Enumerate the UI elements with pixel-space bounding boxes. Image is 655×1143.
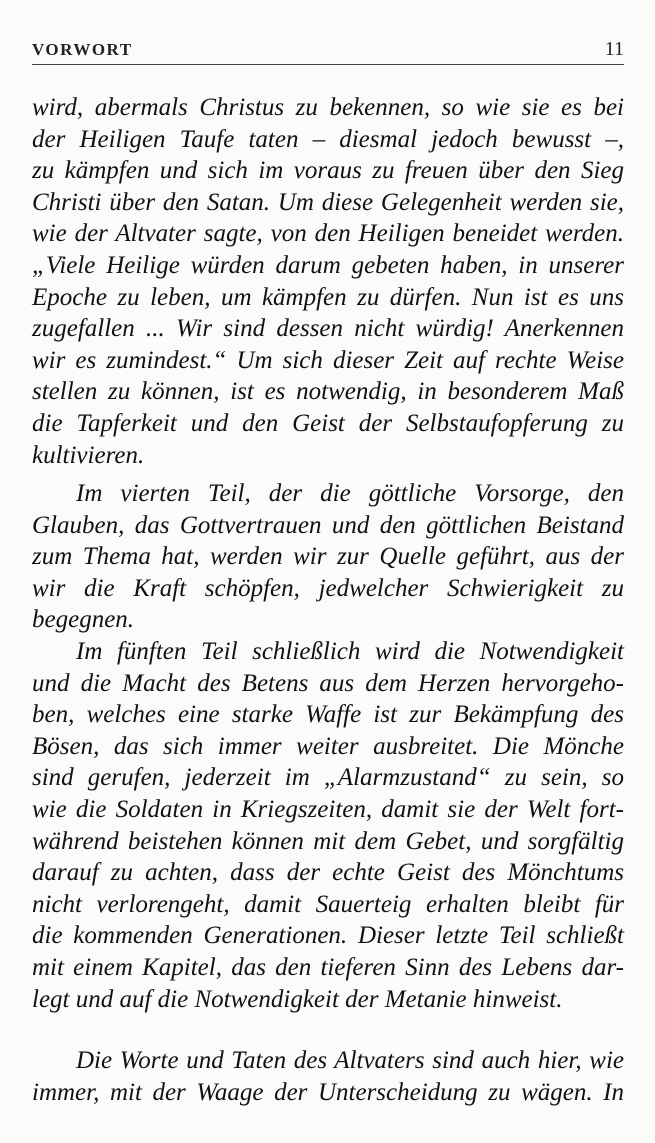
text-line: die Tapferkeit und den Geist der Selbstaufopferung zu [32, 409, 624, 437]
text-line: wird, abermals Christus zu bekennen, so wie sie es bei [32, 94, 624, 121]
text-line: Im vierten Teil, der die göttliche Vorsorge, den [76, 480, 624, 507]
running-header [32, 38, 624, 65]
page-number: 11 [604, 38, 624, 60]
text-line: während beistehen können mit dem Gebet, und sorgfältig [32, 827, 624, 855]
text-line: Glauben, das Gottvertrauen und den göttlichen Beistand [32, 511, 624, 539]
text-line: sind gerufen, jederzeit im „Alarmzustand“ zu sein, so [32, 764, 624, 792]
text-line: wie der Altvater sagte, von den Heiligen beneidet werden. [32, 220, 624, 248]
text-line: immer, mit der Waage der Unterscheidung zu wägen. In [32, 1078, 624, 1106]
text-line: wir die Kraft schöpfen, jedwelcher Schwierigkeit zu [32, 574, 624, 602]
paragraph [32, 1045, 624, 1108]
text-line: die kommenden Generationen. Dieser letzte Teil schließt [32, 922, 624, 950]
text-line: Bösen, das sich immer weiter ausbreitet. Die Mönche [32, 732, 624, 760]
text-line: kultivieren. [32, 441, 145, 469]
text-line: ben, welches eine starke Waffe ist zur Bekämpfung des [32, 701, 624, 729]
text-line: zu kämpfen und sich im voraus zu freuen über den Sieg [32, 157, 624, 185]
paragraph [32, 636, 624, 1015]
text-line: Christi über den Satan. Um diese Gelegenheit werden sie, [32, 188, 624, 216]
text-line: stellen zu können, ist es notwendig, in besonderem Maß [32, 378, 624, 406]
text-line: legt und auf die Notwendigkeit der Metanie hinweist. [32, 985, 563, 1013]
text-line: wir es zumindest.“ Um sich dieser Zeit auf rechte Weise [32, 346, 624, 374]
text-line: Epoche zu leben, um kämpfen zu dürfen. Nun ist es uns [32, 283, 624, 311]
text-line: darauf zu achten, dass der echte Geist des Mönchtums [32, 859, 624, 887]
text-line: nicht verlorengeht, damit Sauerteig erhalten bleibt für [32, 890, 624, 918]
paragraph [32, 92, 624, 471]
text-line: der Heiligen Taufe taten – diesmal jedoch bewusst –, [32, 125, 624, 153]
text-line: Die Worte und Taten des Altvaters sind auch hier, wie [76, 1047, 624, 1074]
text-line: Im fünften Teil schließlich wird die Notwendigkeit [76, 638, 624, 665]
text-line: zum Thema hat, werden wir zur Quelle geführt, aus der [32, 543, 624, 571]
text-line: und die Macht des Betens aus dem Herzen hervorgeho- [32, 669, 624, 697]
text-line: „Viele Heilige würden darum gebeten haben, in unserer [32, 251, 624, 279]
chapter-title: VORWORT [32, 40, 133, 59]
text-line: begegnen. [32, 606, 135, 634]
paragraph [32, 478, 624, 636]
text-line: mit einem Kapitel, das den tieferen Sinn des Lebens dar- [32, 953, 624, 981]
text-line: zugefallen ... Wir sind dessen nicht würdig! Anerkennen [32, 315, 624, 343]
text-line: wie die Soldaten in Kriegszeiten, damit sie der Welt fort- [32, 795, 624, 823]
